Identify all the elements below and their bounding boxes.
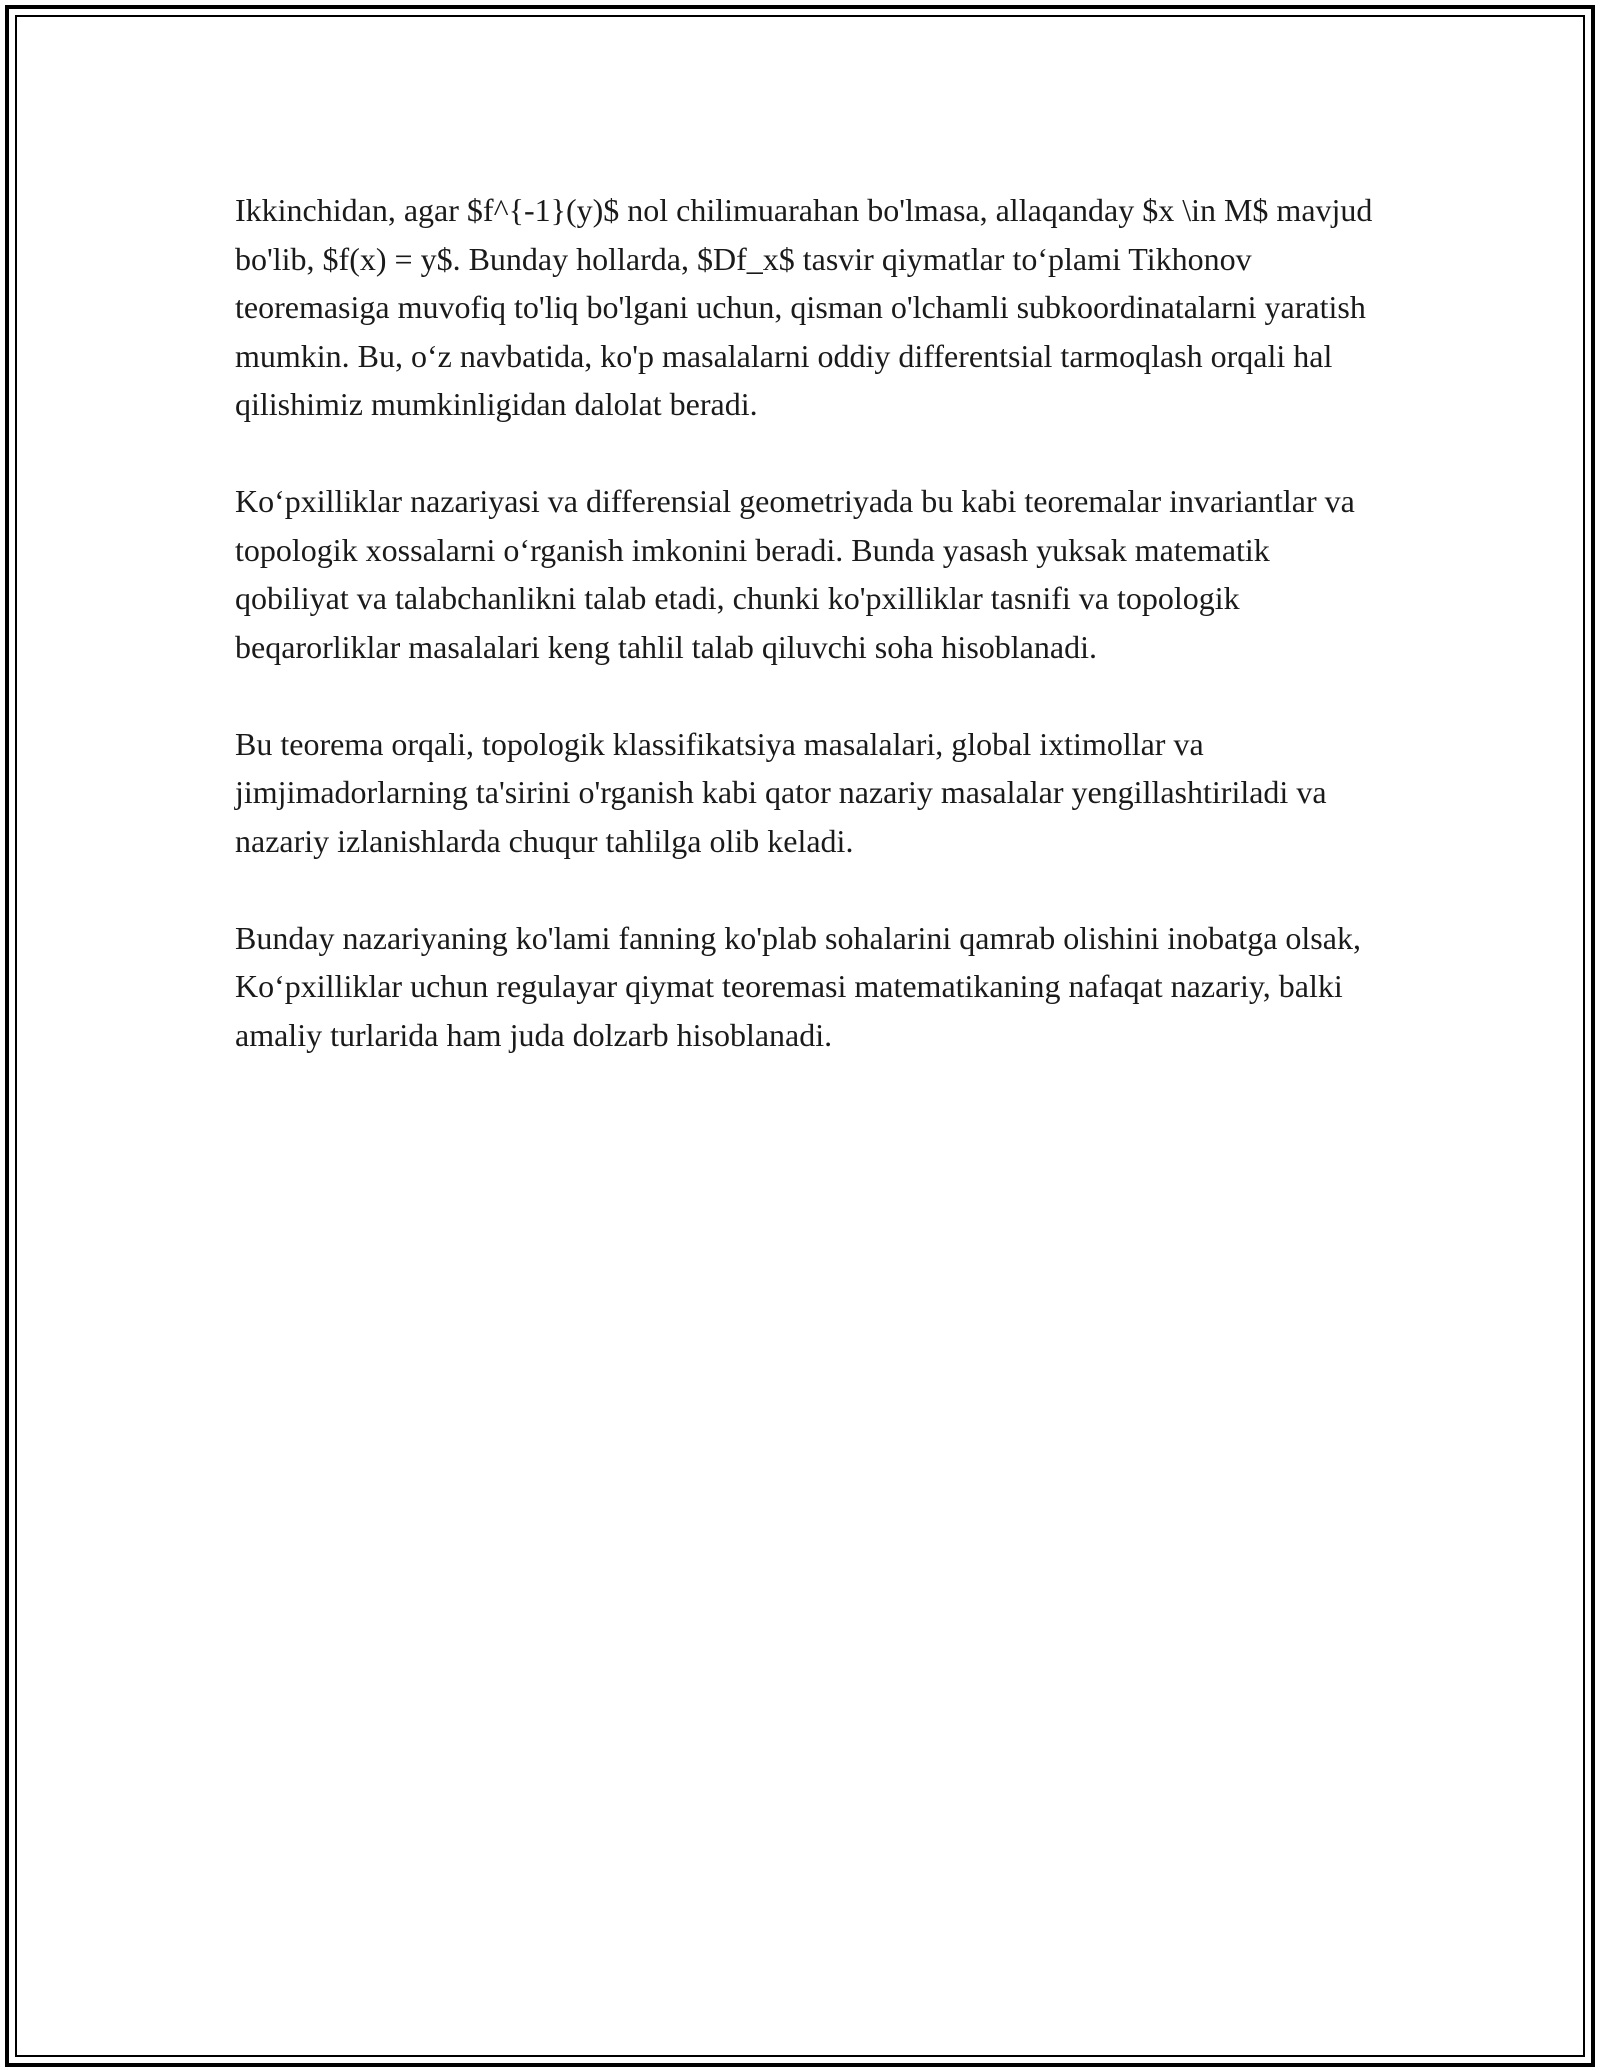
- paragraph-1: Ikkinchidan, agar $f^{-1}(y)$ nol chilimuarahan bo'lmasa, allaqanday $x \in M$ mavjud bo'lib, $f(x) = y$. Bunday hollarda, $Df_x$ tasvir qiymatlar to‘plami Tikhonov teoremasiga muvofiq to'liq bo'lgani uchun, qisman o'lchamli subkoordinatalarni yaratish mumkin. Bu, o‘z navbatida, ko'p masalalarni oddiy differentsial tarmoqlash orqali hal qilishimiz mumkinligidan dalolat beradi.: [235, 192, 1373, 422]
- paragraph-4: Bunday nazariyaning ko'lami fanning ko'plab sohalarini qamrab olishini inobatga olsak, Ko‘pxilliklar uchun regulayar qiymat teoremasi matematikaning nafaqat nazariy, balki amaliy turlarida ham juda dolzarb hisoblanadi.: [235, 919, 1361, 1053]
- paragraph-2: Ko‘pxilliklar nazariyasi va differensial geometriyada bu kabi teoremalar invariantlar va topologik xossalarni o‘rganish imkonini beradi. Bunda yasash yuksak matematik qobiliyat va talabchanlikni talab etadi, chunki ko'pxilliklar tasnifi va topologik beqarorliklar masalalari keng tahlil talab qiluvchi soha hisoblanadi.: [235, 483, 1355, 665]
- paragraph-3: Bu teorema orqali, topologik klassifikatsiya masalalari, global ixtimollar va jimjimadorlarning ta'sirini o'rganish kabi qator nazariy masalalar yengillashtiriladi va nazariy izlanishlarda chuqur tahlilga olib keladi.: [235, 725, 1327, 859]
- document-body: [235, 186, 1375, 1108]
